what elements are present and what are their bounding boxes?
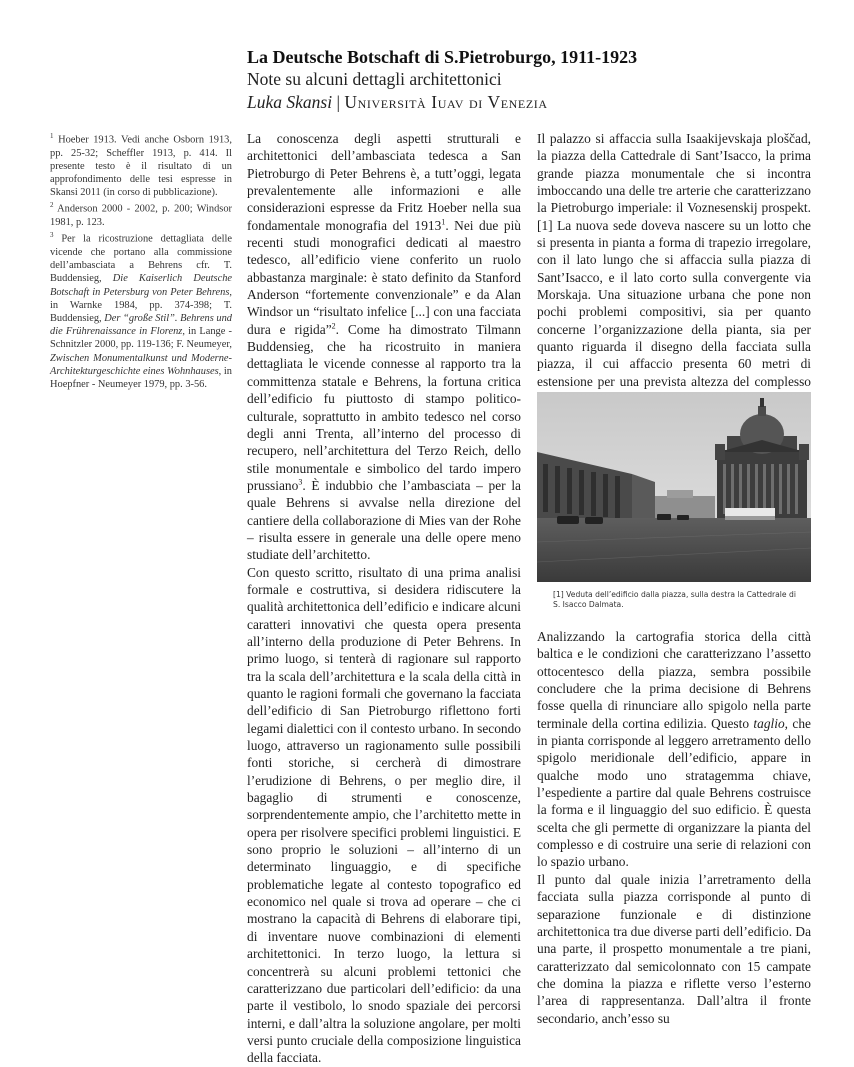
author-separator: | bbox=[336, 92, 340, 112]
paragraph bbox=[247, 130, 521, 564]
footnote-ref: 1 bbox=[441, 217, 446, 227]
footnote-text: Anderson 2000 - 2002, p. 200; Windsor 1981, p. 123. bbox=[50, 203, 232, 229]
article-subtitle: Note su alcuni dettagli architettonici bbox=[247, 69, 502, 89]
footnote-ref: 2 bbox=[331, 321, 336, 331]
footnote-text: , in Lange - Schnitzler 2000, pp. 119-136; F. Neumeyer, bbox=[50, 326, 232, 351]
article-header bbox=[247, 46, 807, 114]
footnote-ref: 3 bbox=[298, 477, 303, 487]
footnote-title: Zwischen Monumentalkunst und Moderne-Architekturgeschichte eines Wohnhauses bbox=[50, 352, 232, 377]
footnote-text: , in Hoepfner - Neumeyer 1979, pp. 3-56. bbox=[50, 365, 232, 391]
author-name: Luka Skansi bbox=[247, 92, 333, 112]
body-column-left bbox=[247, 130, 521, 1067]
body-column-right-top bbox=[537, 130, 811, 408]
emphasis: taglio bbox=[753, 715, 785, 731]
author-affiliation: Università Iuav di Venezia bbox=[344, 92, 548, 112]
footnote-title: Der “große Stil”. Behrens und die Frührenaissance in Florenz bbox=[50, 313, 232, 338]
footnote-number: 2 bbox=[50, 201, 54, 210]
footnote-2 bbox=[50, 199, 232, 229]
footnote-text: , in Warnke 1984, pp. 374-398; T. Buddensieg, bbox=[50, 286, 232, 325]
footnote-number: 3 bbox=[50, 231, 54, 240]
paragraph: Con questo scritto, risultato di una prima analisi formale e costruttiva, si desidera ridiscutere la qualità architettonica dell’edificio e indicare alcuni caratteri innovativi che questa opera presenta all’interno della produzione di Peter Behrens. In primo luogo, si tenterà di ragionare sul rapporto tra la scala dell’architettura e la scala della città in quanto le ragioni formali che governano la facciata dell’edificio di San Pietroburgo riflettono forti legami dialettici con il contesto urbano. In secondo luogo, attraverso un ragionamento sulle possibili fonti storiche, si cercherà di dimostrare l’erudizione di Behrens, o per meglio dire, il bagaglio di strumenti e conoscenze, sorprendentemente ampio, che l’architetto mette in opera per risolvere specifici problemi linguistici. E sono proprio le soluzioni – all’interno di un determinato linguaggio, e di specifiche problematiche legate al contesto topografico ed economico nel quale si trova ad operare – che ci mostrano la capacità di Behrens di elaborare tipi, di inventare nuove combinazioni di elementi architettonici. In terzo luogo, la lettura si concentrerà su alcuni problemi tettonici che caratterizzano due particolari dell’edificio: da una parte il vestibolo, lo snodo spaziale dei percorsi interni, e dall’altra la soluzione angolare, per molti versi punto cruciale della composizione linguistica della facciata. bbox=[247, 564, 521, 1066]
photo-square-cathedral bbox=[537, 392, 811, 582]
footnote-text: Per la ricostruzione dettagliata delle vicende che portano alla commissione dell’ambasciata a Behrens cfr. T. Buddensieg, bbox=[50, 233, 232, 285]
text-run: , che in pianta corrisponde al leggero arretramento dello spigolo meridionale dell’edificio, appare in qualche modo uno stratagemma chiave, l’espediente a partire dal quale Behrens costruisce la forma e il linguaggio del suo edificio. È questa scelta che gli permette di organizzare la pianta del complesso e di costruire una serie di relazioni con lo spazio urbano. bbox=[537, 715, 811, 870]
author-line bbox=[247, 90, 807, 114]
footnotes bbox=[50, 130, 232, 391]
article-title: La Deutsche Botschaft di S.Pietroburgo, 1911-1923 bbox=[247, 47, 638, 67]
figure-photo bbox=[537, 392, 811, 582]
text-run: La conoscenza degli aspetti strutturali e architettonici dell’ambasciata tedesca a San Pietroburgo di Peter Behrens è, a tutt’oggi, legata prevalentemente alle informazioni e alle considerazioni espresse da Fritz Hoeber nella sua fondamentale monografia del 1913 bbox=[247, 131, 521, 233]
body-column-right-bottom bbox=[537, 628, 811, 1027]
footnote-text: Hoeber 1913. Vedi anche Osborn 1913, pp. 25-32; Scheffler 1913, p. 414. Il presente testo è il risultato di un approfondimento delle tesi espresse in Skansi 2011 (in corso di pubblicazione). bbox=[50, 134, 232, 199]
figure-caption: [1] Veduta dell’edificio dalla piazza, sulla destra la Cattedrale di S. Isacco Dalmata. bbox=[553, 590, 796, 609]
text-run: . È indubbio che l’ambasciata – per la quale Behrens si avvalse nella direzione del cantiere della collaborazione di Mies van der Rohe – risulta essere in generale una delle opere meno studiate dell’architetto. bbox=[247, 477, 521, 563]
footnote-title: Die Kaiserlich Deutsche Botschaft in Petersburg von Peter Behrens bbox=[50, 273, 232, 298]
footnote-3 bbox=[50, 229, 232, 391]
paragraph: Il punto dal quale inizia l’arretramento della facciata sulla piazza corrisponde al punto di separazione funzionale e di distinzione architettonica tra due diverse parti dell’edificio. Da una parte, il prospetto monumentale a tre piani, caratterizzato dal semicolonnato con 15 campate che domina la piazza e riflette verso l’esterno l’area di rappresentanza. Dall’altra il fronte secondario, anch’esso su bbox=[537, 871, 812, 1026]
footnote-1 bbox=[50, 130, 232, 199]
paragraph bbox=[537, 628, 811, 871]
text-run: Analizzando la cartografia storica della città baltica e le condizioni che caratterizzano l’assetto ottocentesco della piazza, sembra possibile concludere che la prima decisione di Behrens fosse quella di rinunciare allo spigolo nella parte terminale della cortina edilizia. Questo bbox=[537, 629, 811, 731]
text-run: . Nei due più recenti studi monografici dedicati al maestro tedesco, all’edificio viene conferito un ruolo abbastanza marginale: è stato definito da Stanford Anderson “fortemente convenzionale” e da Alan Windsor un “risultato infelice [...] con una facciata dura e rigida” bbox=[247, 217, 522, 337]
text-run: . Come ha dimostrato Tilmann Buddensieg, che ha ricostruito in maniera dettagliata le vicende connesse al rapporto tra la committenza statale e Behrens, la fortuna critica dell’edificio fu piuttosto di stampo politico-culturale, soprattutto in ambito tedesco nel corso degli anni Trenta, all’interno del processo di recupero, nell’architettura del Terzo Reich, dello stile monumentale e simbolico del tardo impero prussiano bbox=[247, 321, 521, 493]
footnote-number: 1 bbox=[50, 132, 54, 140]
paragraph: Il palazzo si affaccia sulla Isaakijevskaja ploščad, la piazza della Cattedrale di Sant’Isacco, la prima grande piazza monumentale che si incontra imboccando una delle tre arterie che caratterizzano la Pietroburgo imperiale: il Voznesenskij prospekt. [1] La nuova sede doveva nascere su un lotto che si presenta in pianta a forma di trapezio irregolare, con il lato lungo che si affaccia sulla piazza di Sant’Isacco, e il lato corto sulla convergente via Morskaja. Una situazione urbana che pone non pochi problemi compositivi, sia per quanto concerne l’organizzazione della pianta, sia per quanto riguarda il disegno della facciata sulla piazza, il cui affaccio presenta 60 metri di estensione per una prevista altezza del complesso bbox=[537, 131, 811, 389]
